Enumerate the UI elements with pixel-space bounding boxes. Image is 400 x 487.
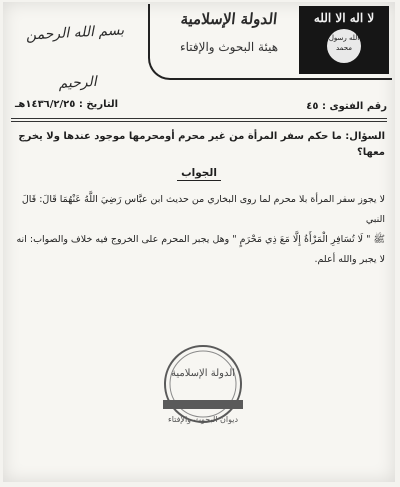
flag-seal-icon: الله رسول محمد bbox=[327, 29, 361, 63]
black-flag-emblem bbox=[299, 6, 389, 74]
divider-line bbox=[11, 121, 387, 122]
seal-band bbox=[163, 400, 243, 409]
answer-line: ﷺ " لَا تُسَافِرِ الْمَرْأَةُ إِلَّا مَعَ ذِي مَحْرَمٍ " وهل يجبر المحرم على الخروج فيه خلاف والصواب: انه bbox=[16, 234, 385, 245]
question-text: السؤال: ما حكم سفر المرأة من غير محرم أومحرمها موجود عندها ولا يخرج معها؟ bbox=[18, 131, 385, 158]
answer-body bbox=[13, 190, 385, 270]
answer-line: لا يجوز سفر المرأة بلا محرم لما روى البخاري من حديث ابن عبَّاس رَضِيَ اللَّهُ عَنْهُمَا قَالَ: قَالَ النبي bbox=[21, 194, 385, 225]
agency-title: هيئة البحوث والإفتاء bbox=[179, 40, 279, 54]
document-date: التاريخ : ١٤٣٦/٢/٢٥هـ bbox=[15, 99, 119, 110]
seal-inner-text: الدولة الإسلامية bbox=[170, 368, 236, 379]
official-seal-icon bbox=[161, 342, 245, 426]
basmala-calligraphy: بسم الله الرحمن الرحيم bbox=[25, 22, 125, 92]
state-title: الدولة الإسلامية bbox=[179, 10, 279, 28]
fatwa-document bbox=[3, 2, 395, 482]
answer-heading bbox=[3, 167, 395, 179]
fatwa-number: رقم الفتوى : ٤٥ bbox=[306, 101, 387, 112]
answer-heading-label: الجواب bbox=[177, 167, 221, 181]
seal-ring-icon bbox=[161, 342, 245, 426]
divider-line bbox=[11, 118, 387, 119]
seal-caption: ديوان البحوث والإفتاء bbox=[167, 415, 239, 424]
flag-text: لا اله الا الله bbox=[313, 11, 375, 25]
answer-line: لا يجبر والله أعلم. bbox=[314, 254, 385, 265]
